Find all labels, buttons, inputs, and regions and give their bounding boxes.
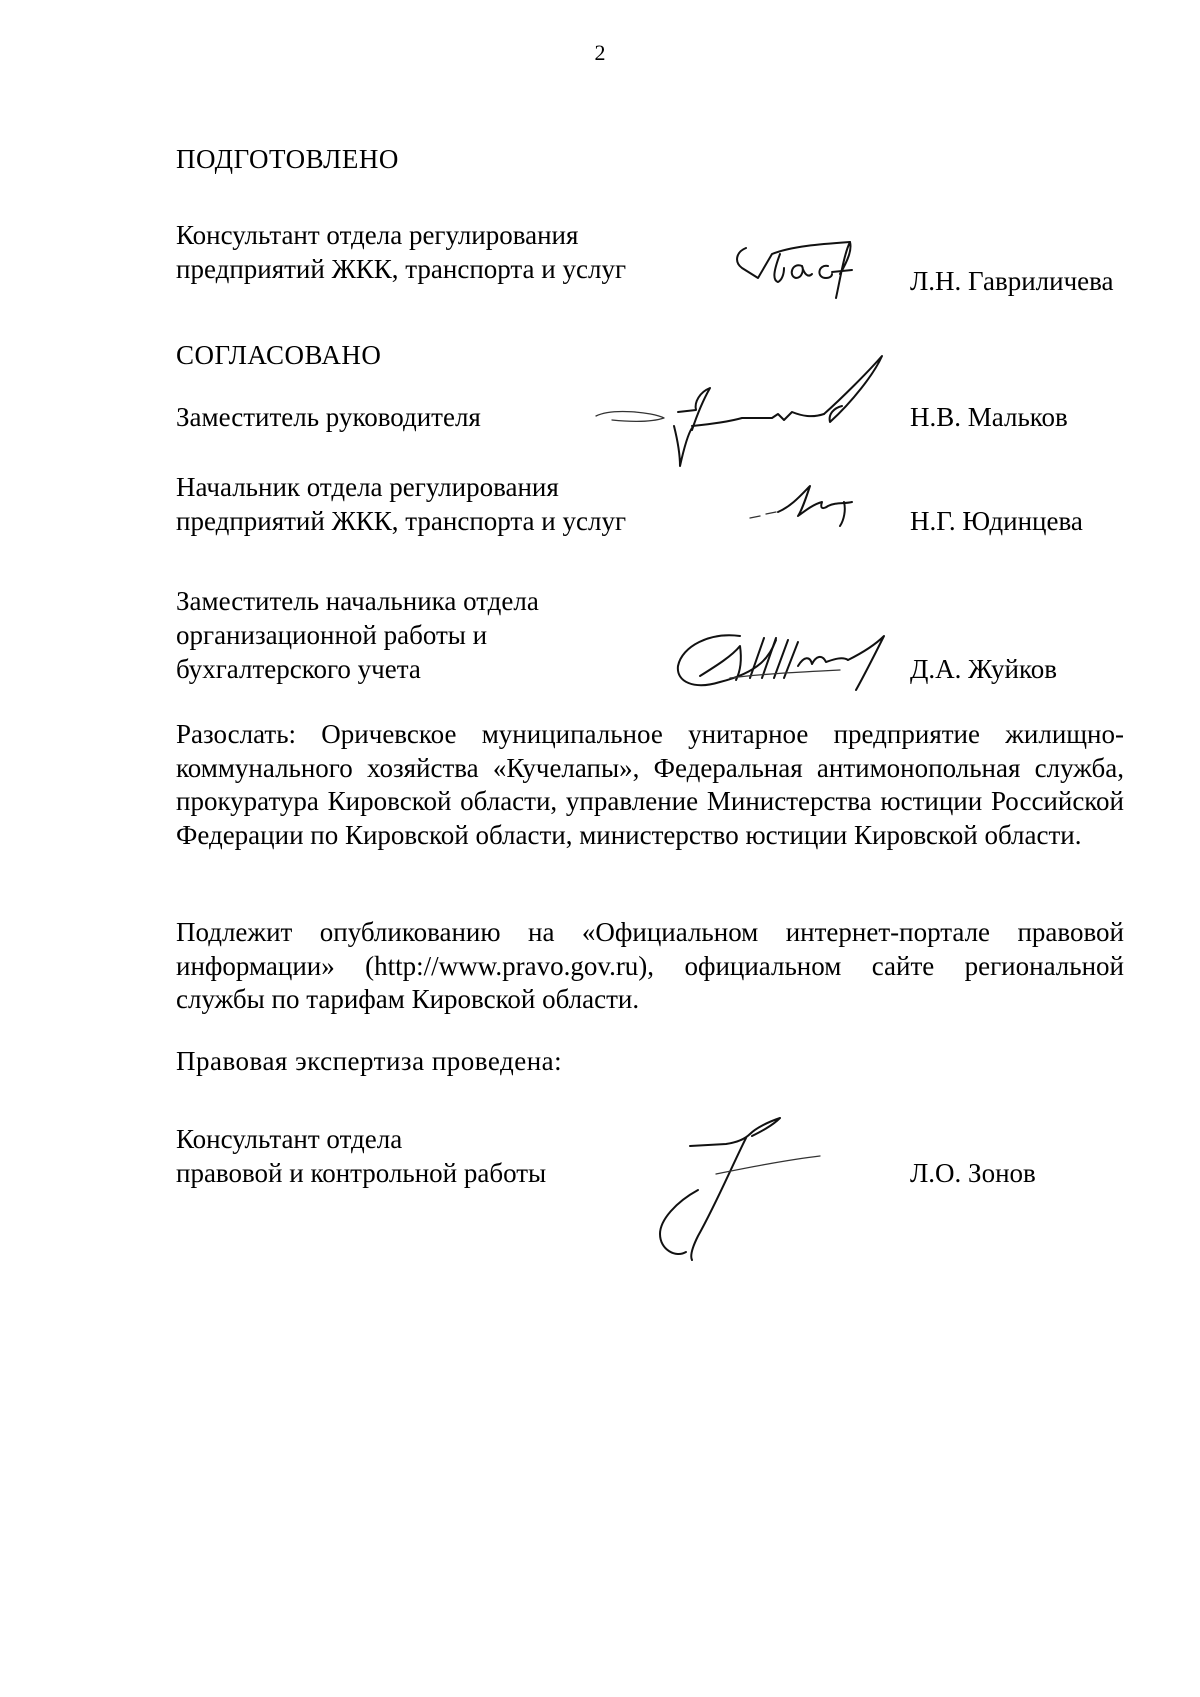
legal-review-heading: Правовая экспертиза проведена: bbox=[176, 1046, 563, 1076]
signature-zhuikov bbox=[670, 616, 890, 706]
approved-3-position-line-1: Заместитель начальника отдела bbox=[176, 586, 539, 616]
distribution-paragraph: Разослать: Оричевское муниципальное унитарное предприятие жилищно-коммунального хозяйства «Кучелапы», Федеральная антимонопольная служба, прокуратура Кировской области, управление Министерства юстиции Российской Федерации по Кировской области, министерство юстиции Кировской области. bbox=[176, 719, 1124, 850]
prepared-position-line-2: предприятий ЖКК, транспорта и услуг bbox=[176, 254, 627, 284]
approved-2-signatory-name: Н.Г. Юдинцева bbox=[910, 506, 1083, 536]
legal-review-position-line-1: Консультант отдела bbox=[176, 1124, 403, 1154]
signature-malkov bbox=[592, 352, 902, 472]
prepared-position-line-1: Консультант отдела регулирования bbox=[176, 220, 579, 250]
approved-1-position-line-1: Заместитель руководителя bbox=[176, 402, 481, 432]
approved-3-signatory-name: Д.А. Жуйков bbox=[910, 654, 1057, 684]
publication-paragraph: Подлежит опубликованию на «Официальном интернет-портале правовой информации» (http://www.pravo.gov.ru), официальном сайте региональной службы по тарифам Кировской области. bbox=[176, 917, 1124, 1014]
page-number: 2 bbox=[594, 40, 606, 65]
prepared-signatory-name: Л.Н. Гавриличева bbox=[910, 266, 1114, 296]
approved-1-signatory-name: Н.В. Мальков bbox=[910, 402, 1068, 432]
legal-review-signatory-name: Л.О. Зонов bbox=[910, 1158, 1036, 1188]
approved-2-position-line-1: Начальник отдела регулирования bbox=[176, 472, 559, 502]
prepared-heading: ПОДГОТОВЛЕНО bbox=[176, 144, 399, 174]
approved-2-position-line-2: предприятий ЖКК, транспорта и услуг bbox=[176, 506, 627, 536]
signature-gavrilicheva bbox=[732, 240, 882, 304]
legal-review-position-line-2: правовой и контрольной работы bbox=[176, 1158, 547, 1188]
signature-yudintseva bbox=[748, 480, 868, 530]
approved-heading: СОГЛАСОВАНО bbox=[176, 340, 382, 370]
approved-3-position-line-3: бухгалтерского учета bbox=[176, 654, 421, 684]
approved-3-position-line-2: организационной работы и bbox=[176, 620, 488, 650]
signature-zonov bbox=[656, 1116, 856, 1266]
